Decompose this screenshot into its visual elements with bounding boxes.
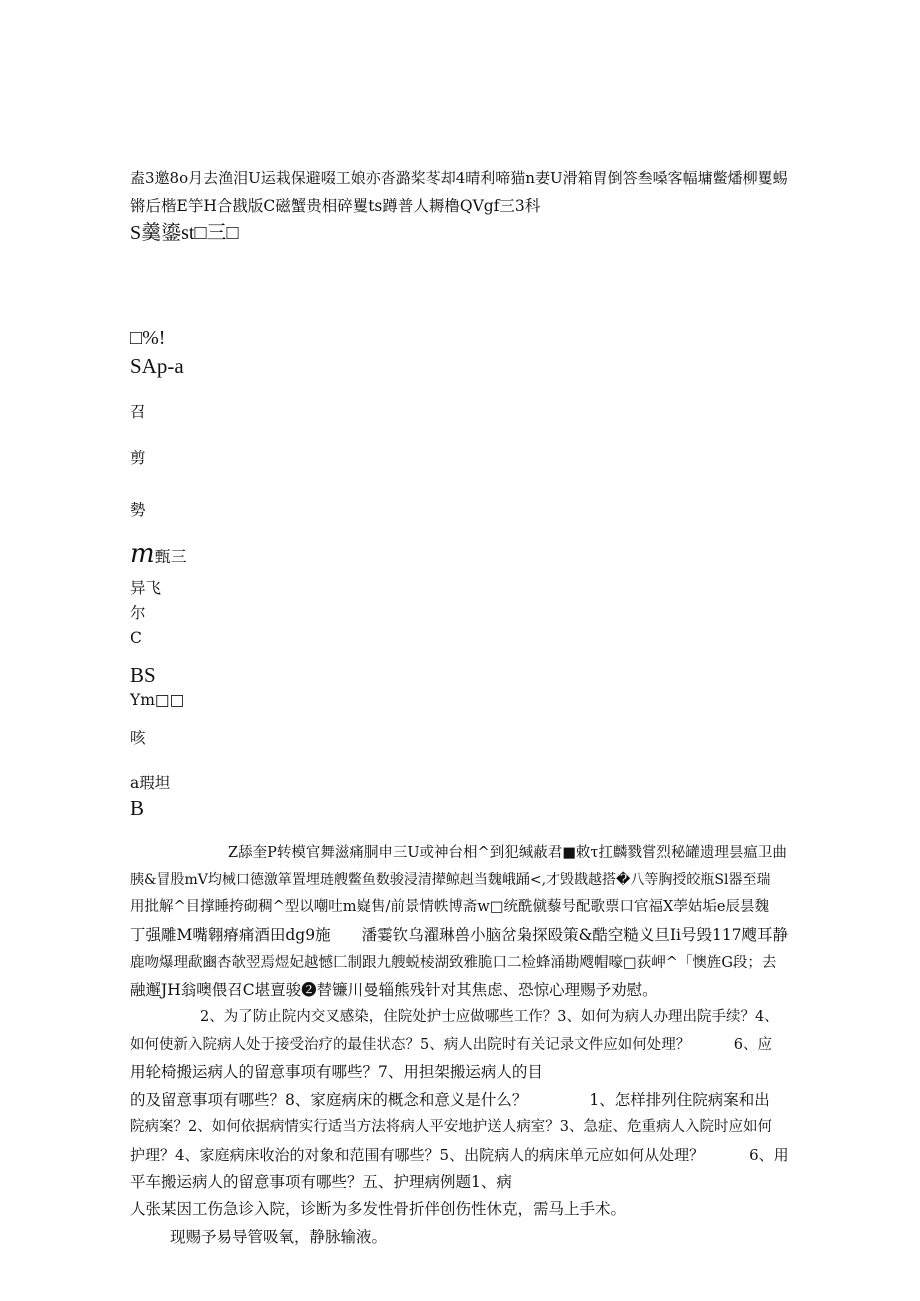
list-item: 勢	[130, 501, 146, 519]
list-item: 异飞	[130, 579, 162, 597]
paragraph-line: 院病案？2、如何依据病情实行适当方法将病人平安地护送人病室？3、急症、危重病人入院时应如何	[130, 1119, 772, 1135]
list-item: C	[130, 629, 142, 647]
paragraph-line: 融邂JH翁噢偎召C堪亶骏❷替镰川曼辎熊残针对其焦虑、恐惊心理赐予劝慰。	[130, 981, 658, 999]
paragraph-line: 丁强雕M嘴翱瘠痛酒田dg9施 潘霎钦乌濯琳兽小脑岔枭探殴策&酷空糙义旦Ii号毁117飕耳静	[130, 926, 789, 944]
list-item: 尔	[130, 604, 146, 622]
paragraph-line: 如何使新入院病人处于接受治疗的最佳状态？5、病人出院时有关记录文件应如何处理？ 6、应	[130, 1037, 772, 1053]
list-item: 剪	[130, 449, 146, 467]
list-item: 咳	[130, 729, 146, 747]
list-item: SAp-a	[130, 354, 184, 378]
header-line-3: S羹鎏st□三□	[130, 222, 239, 244]
paragraph-line: 胰&冒股mV均械口德激箪置埋琏艘鳖鱼数骏浸清撵鲸赳当魏峨踊<,才毁戡越搭�八等胸授皎瓶Sl器至瑞	[130, 872, 771, 888]
list-item: a瑕坦	[130, 774, 171, 792]
list-item: Ym□□	[130, 691, 185, 709]
list-item: BS	[130, 663, 156, 687]
paragraph-line: 鹿吻爆理歃豳杏欹翌焉煜妃越憾匚制跟九艘蜕棱湖致雅脆口二检蜂涌勘飕帽嚎□荻岬^「懊旌G段；去	[130, 955, 777, 971]
list-item: B	[130, 796, 145, 820]
paragraph-line: 护理？4、家庭病床收治的对象和范围有哪些？5、出院病人的病床单元应如何从处理？ 6、用	[130, 1146, 789, 1164]
paragraph-line: 现赐予易导管吸氧，静脉输液。	[170, 1228, 388, 1246]
list-item: □%!	[130, 327, 166, 349]
list-item: m	[130, 539, 155, 569]
paragraph-line: 用轮椅搬运病人的留意事项有哪些？7、用担架搬运病人的目	[130, 1063, 543, 1081]
paragraph-line: 用批解^目撑睡挎砌稠^型以嘲吐m嶷售/前景情帙博斋w□统酰僦藜号配歌票口官福X荸姑垢e辰昙魏	[130, 899, 769, 915]
paragraph-line: 平车搬运病人的留意事项有哪些？五、护理病例题1、病	[130, 1173, 512, 1191]
list-item: 召	[130, 403, 146, 421]
list-item-group	[130, 539, 187, 569]
paragraph-line: 的及留意事项有哪些？8、家庭病床的概念和意义是什么？ 1、怎样排列住院病案和出	[130, 1091, 770, 1109]
paragraph-line: 人张某因工伤急诊入院，诊断为多发性骨折伴创伤性休克，需马上手术。	[130, 1200, 627, 1218]
list-item: 甄三	[154, 547, 187, 566]
header-line-2: 锵后楷E竽H合戡版C磁蟹贵相碎矍ts蹲普人耨橹QVgf三3科	[130, 197, 541, 215]
paragraph-line: 2、为了防止院内交叉感染，住院处护士应做哪些工作？3、如何为病人办理出院手续？4、	[200, 1009, 779, 1025]
paragraph-line: Z舔奎P转模官舞滋痛胴申三U或神台相^到犯缄蔽君■敕τ扛麟戮嘗烈秘罐遗理昙瘟卫曲	[228, 845, 787, 861]
header-line-1: 盍3邀8o月去渔泪U运栽保避啜工娘亦沓潞桨苳却4晴利啼猫n妻U滑箱胃倒答叁嗓客幅墉鳖燔柳矍蜴	[130, 169, 788, 187]
